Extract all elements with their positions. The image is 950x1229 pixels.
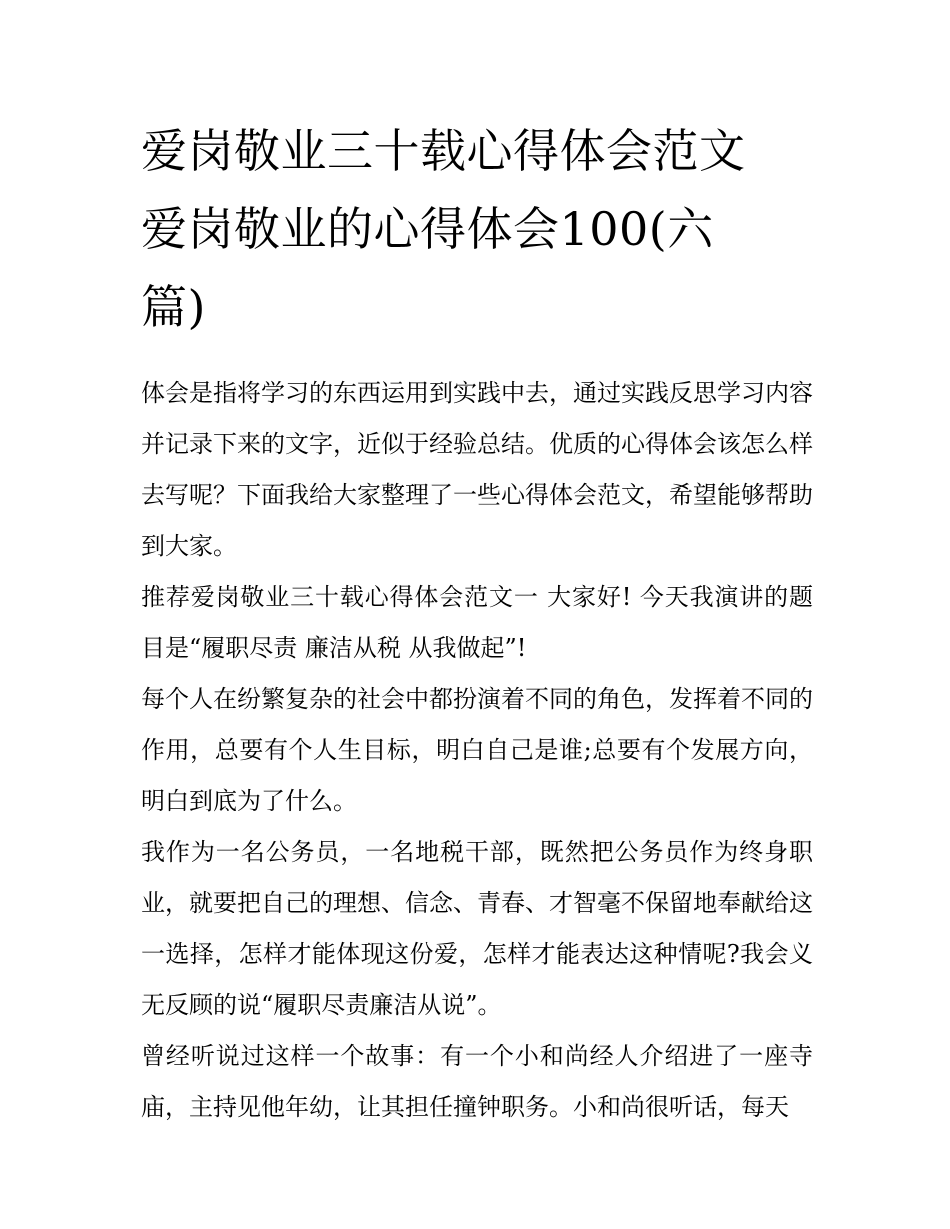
title-line-1: 爱岗敬业三十载心得体会范文 [141, 124, 746, 178]
title-line-2: 爱岗敬业的心得体会100(六 [141, 202, 714, 256]
document-body [141, 368, 813, 1133]
paragraph-civil-servant: 我作为一名公务员，一名地税干部，既然把公务员作为终身职业，就要把自己的理想、信念、青春、才智毫不保留地奉献给这一选择，怎样才能体现这份爱，怎样才能表达这种情呢?我会义无反顾的说“履职尽责廉洁从说”。 [141, 838, 813, 1019]
document-content [141, 112, 813, 1133]
document-title [141, 112, 813, 346]
paragraph-roles: 每个人在纷繁复杂的社会中都扮演着不同的角色，发挥着不同的作用，总要有个人生目标，明白自己是谁;总要有个发展方向，明白到底为了什么。 [141, 685, 813, 815]
title-line-3: 篇) [141, 280, 206, 334]
paragraph-speech-opening: 推荐爱岗敬业三十载心得体会范文一 大家好! 今天我演讲的题目是“履职尽责 廉洁从税 从我做起”! [141, 583, 813, 662]
paragraph-story: 曾经听说过这样一个故事：有一个小和尚经人介绍进了一座寺庙，主持见他年幼，让其担任撞钟职务。小和尚很听话，每天 [141, 1042, 813, 1121]
paragraph-intro: 体会是指将学习的东西运用到实践中去，通过实践反思学习内容并记录下来的文字，近似于经验总结。优质的心得体会该怎么样去写呢？下面我给大家整理了一些心得体会范文，希望能够帮助到大家。 [141, 379, 813, 560]
